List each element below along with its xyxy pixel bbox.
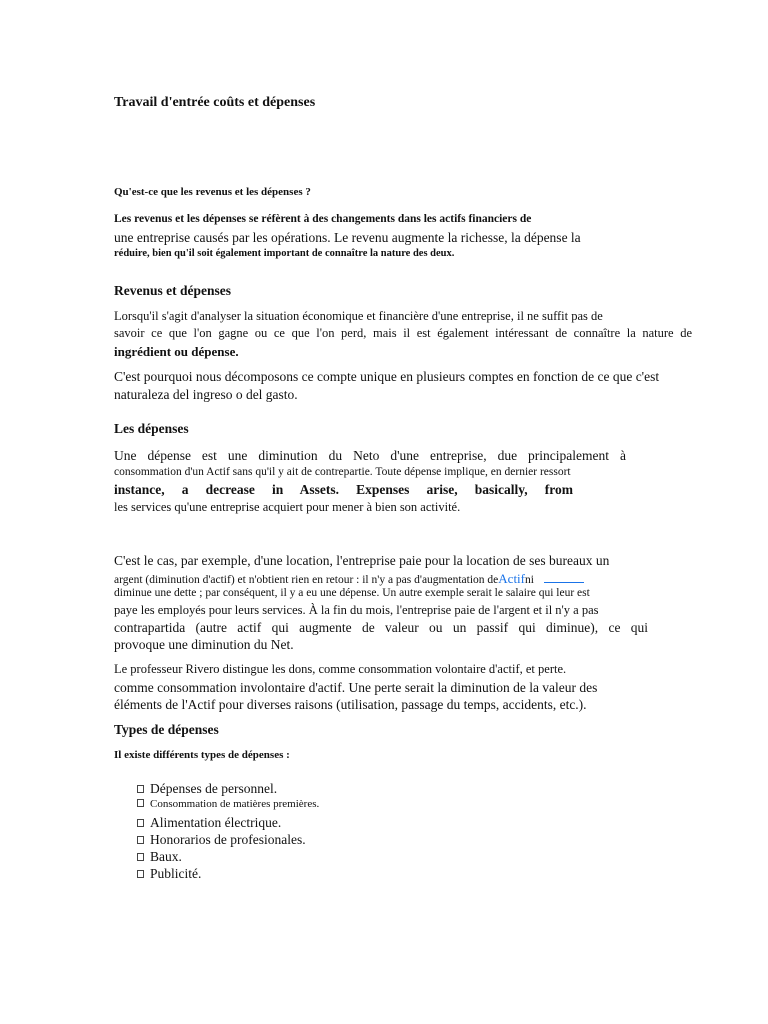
section-heading-revenus: Revenus et dépenses [114,283,231,298]
expense-types-list [137,781,319,883]
question-heading: Qu'est-ce que les revenus et les dépenses ? [114,186,311,198]
revenus-line-1: Lorsqu'il s'agit d'analyser la situation économique et financière d'une entreprise, il ne suffit pas de [114,309,603,323]
example-line-6: provoque une diminution du Net. [114,637,294,652]
list-item [137,832,319,849]
example-line-1: C'est le cas, par exemple, d'une location, l'entreprise paie pour la location de ses bureaux un [114,553,610,568]
example-line-2 [114,571,584,587]
example-line-4: paye les employés pour leurs services. À la fin du mois, l'entreprise paie de l'argent et il n'y a pas [114,603,599,617]
depenses-line-1: Une dépense est une diminution du Neto d'une entreprise, due principalement à [114,448,626,463]
section-heading-depenses: Les dépenses [114,421,189,436]
checkbox-bullet-icon [137,785,144,793]
intro-line-3: réduire, bien qu'il soit également important de connaître la nature des deux. [114,248,455,259]
list-item [137,849,319,866]
list-item-label: Consommation de matières premières. [150,798,320,810]
example-p2-line-3: éléments de l'Actif pour diverses raisons (utilisation, passage du temps, accidents, etc.). [114,697,587,712]
revenus-line-2: savoir ce que l'on gagne ou ce que l'on perd, mais il est également intéressant de connaître la nature de [114,326,692,340]
example-line-2-post: ni [525,574,534,586]
blank-line-link[interactable] [544,572,584,583]
depenses-line-2: consommation d'un Actif sans qu'il y ait de contrepartie. Toute dépense implique, en dernier ressort [114,466,571,478]
checkbox-bullet-icon [137,819,144,827]
section-heading-types: Types de dépenses [114,722,219,737]
depenses-line-3: instance, a decrease in Assets. Expenses arise, basically, from [114,482,573,497]
document-title: Travail d'entrée coûts et dépenses [114,95,316,110]
revenus-p2-line-2: naturaleza del ingreso o del gasto. [114,387,298,402]
revenus-line-3: ingrédient ou dépense. [114,344,239,359]
list-item-label: Dépenses de personnel. [150,781,278,796]
checkbox-bullet-icon [137,853,144,861]
intro-line-2: une entreprise causés par les opérations. Le revenu augmente la richesse, la dépense la [114,230,581,245]
list-item [137,798,319,815]
list-item-label: Publicité. [150,866,202,881]
example-line-3: diminue une dette ; par conséquent, il y a eu une dépense. Un autre exemple serait le salaire qui leur est [114,587,590,599]
list-item-label: Honorarios de profesionales. [150,832,306,847]
intro-line-1: Les revenus et les dépenses se réfèrent à des changements dans les actifs financiers de [114,213,532,225]
example-line-2-text: argent (diminution d'actif) et n'obtient rien en retour : il n'y a pas d'augmentation de [114,574,499,586]
list-item-label: Baux. [150,849,182,864]
example-line-5: contrapartida (autre actif qui augmente de valeur ou un passif qui diminue), ce qui [114,620,648,635]
list-item [137,781,319,798]
example-p2-line-2: comme consommation involontaire d'actif. Une perte serait la diminution de la valeur des [114,680,598,695]
example-p2-line-1: Le professeur Rivero distingue les dons, comme consommation volontaire d'actif, et perte. [114,662,567,676]
actif-link[interactable]: Actif [498,571,525,586]
checkbox-bullet-icon [137,870,144,878]
types-subheading: Il existe différents types de dépenses : [114,749,290,761]
checkbox-bullet-icon [137,836,144,844]
revenus-p2-line-1: C'est pourquoi nous décomposons ce compte unique en plusieurs comptes en fonction de ce que c'est [114,369,660,384]
list-item [137,815,319,832]
list-item-label: Alimentation électrique. [150,815,282,830]
depenses-line-4: les services qu'une entreprise acquiert pour mener à bien son activité. [114,500,461,514]
list-item [137,866,319,883]
checkbox-bullet-icon [137,799,144,807]
